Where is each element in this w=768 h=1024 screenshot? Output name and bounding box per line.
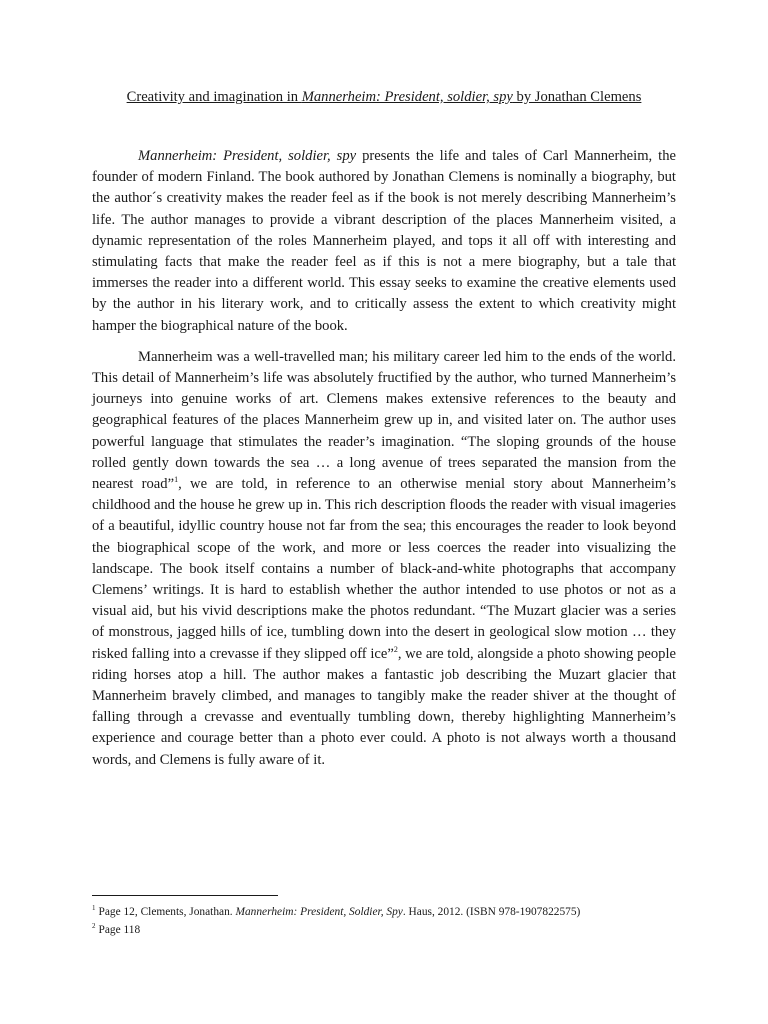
footnote-ref-2[interactable]: 2 [393,644,398,654]
footnote-2-text: Page 118 [98,924,141,936]
paragraph-1-text: presents the life and tales of Carl Mannerheim, the founder of modern Finland. The book authored by Jonathan Clemens is nominally a biography, but the author´s creativity makes the reader feel as if the book is not merely describing Mannerheim’s life. The author manages to provide a vibrant description of the places Mannerheim visited, a dynamic representation of the roles Mannerheim played, and tops it all off with interesting and stimulating facts that make the reader feel as if this is not a mere biography, but a tale that immerses the reader into a different world. This essay seeks to examine the creative elements used by the author in his literary work, and to critically assess the extent to which creativity might hamper the biographical nature of the book. [92,148,676,334]
paragraph-1-book-name: Mannerheim: President, soldier, spy [138,148,357,164]
footnotes [92,903,676,939]
footnote-2-number: 2 [92,922,96,931]
essay-body [92,146,676,781]
footnote-divider [92,895,278,896]
footnote-1-pre: Page 12, Clements, Jonathan. [98,906,236,918]
title-book-name: Mannerheim: President, soldier, spy [301,89,513,105]
paragraph-2 [92,347,676,771]
title-suffix: by Jonathan Clemens [512,89,642,105]
footnote-2 [92,921,676,939]
page-title [92,86,676,108]
paragraph-2-part-2: , we are told, in reference to an otherwise menial story about Mannerheim’s childhood and the house he grew up in. This rich description floods the reader with visual imageries of a beautiful, idyllic country house not far from the sea; this encourages the reader to look beyond the biographical scope of the work, and more or less coerces the reader into visualizing the landscape. The book itself contains a number of black-and-white photographs that accompany Clemens’ writings. It is hard to establish whether the author intended to use photos or not as a visual aid, but his vivid descriptions make the photos redundant. “The Muzart glacier was a series of monstrous, jagged hills of ice, tumbling down into the desert in geological slow motion … they risked falling into a crevasse if they slipped off ice” [92,476,676,662]
footnote-ref-1[interactable]: 1 [174,475,179,485]
title-prefix: Creativity and imagination in [126,89,302,105]
paragraph-2-part-3: , we are told, alongside a photo showing people riding horses atop a hill. The author makes a fantastic job describing the Muzart glacier that Mannerheim bravely climbed, and manages to tangibly make the reader shiver at the thought of falling through a crevasse and eventually tumbling down, thereby highlighting Mannerheim’s experience and courage better than a photo ever could. A photo is not always worth a thousand words, and Clemens is fully aware of it. [92,645,676,768]
footnote-1-number: 1 [92,904,96,913]
paragraph-2-part-1: Mannerheim was a well-travelled man; his military career led him to the ends of the world. This detail of Mannerheim’s life was absolutely fructified by the author, who turned Mannerheim’s journeys into genuine works of art. Clemens makes extensive references to the beauty and geographical features of the places Mannerheim grew up in, and visited later on. The author uses powerful language that stimulates the reader’s imagination. “The sloping grounds of the house rolled gently down towards the sea … a long avenue of trees separated the mansion from the nearest road” [92,348,676,493]
paragraph-1 [92,146,676,337]
document-page [92,0,676,1024]
footnote-1-book-name: Mannerheim: President, Soldier, Spy [235,906,403,918]
footnote-1-post: . Haus, 2012. (ISBN 978-1907822575) [402,906,581,918]
footnote-1 [92,903,676,921]
